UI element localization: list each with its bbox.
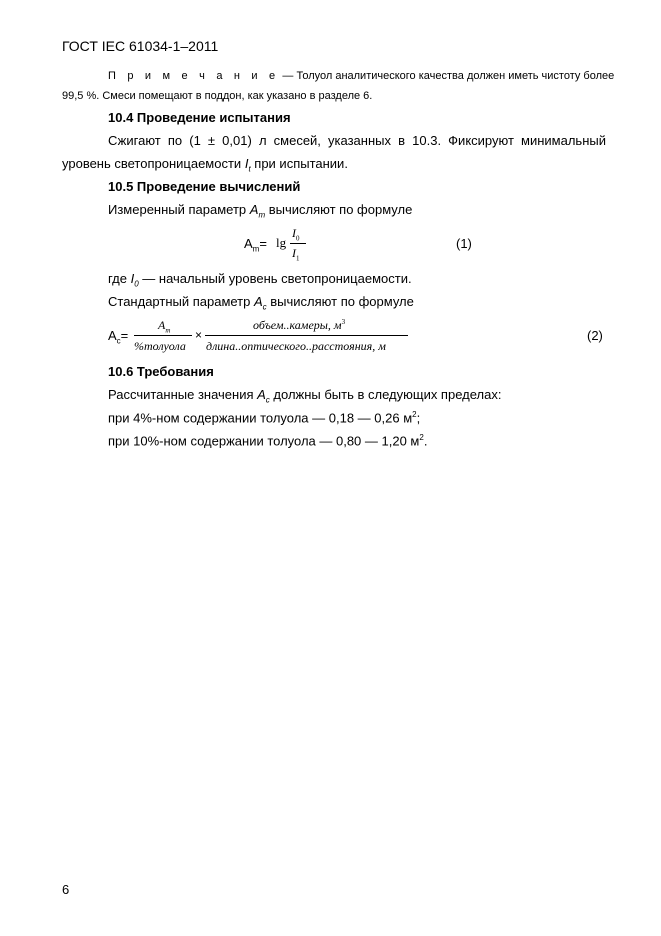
- para-standard-param: Стандартный параметр $A_c$ вычисляют по формуле: [108, 294, 414, 312]
- formula-2-frac2-bar: [205, 335, 408, 336]
- formula-2-times: ×: [195, 328, 203, 342]
- document-header: ГОСТ IEC 61034-1–2011: [62, 38, 219, 54]
- para-10-6-line-2: при 4%-ном содержании толуола — 0,18 — 0,26 $м^2$;: [108, 410, 421, 426]
- para-10-6-line-3: при 10%-ном содержании толуола — 0,80 — 1,20 $м^2$.: [108, 433, 428, 449]
- heading-10-4: 10.4 Проведение испытания: [108, 110, 291, 125]
- formula-2-frac2-denominator: длина..оптического..расстояния, м: [206, 339, 386, 353]
- formula-2-number: (2): [587, 328, 603, 343]
- note-line-1: [108, 70, 614, 82]
- formula-2-frac1-numerator: $A_m$: [158, 318, 171, 335]
- symbol-It: I: [244, 156, 249, 171]
- para-10-4-line-2: уровень светопроницаемости $I_t$ при испытании.: [62, 156, 348, 174]
- formula-1-numerator: $I_0$: [292, 226, 300, 243]
- formula-2-frac2-numerator: объем..камеры, $м^3$: [253, 318, 346, 332]
- para-10-6-line-1: Рассчитанные значения $A_c$ должны быть в следующих пределах:: [108, 387, 502, 405]
- formula-1-lg: lg: [276, 235, 287, 250]
- formula-2-frac1-denominator: %толуола: [134, 339, 186, 353]
- formula-1-denominator: $I_1$: [292, 246, 300, 263]
- para-10-5-intro: Измеренный параметр $A_m$ вычисляют по формуле: [108, 202, 413, 220]
- formula-2-frac1-bar: [134, 335, 192, 336]
- para-10-4-line-1: Сжигают по (1 ± 0,01) л смесей, указанных в 10.3. Фиксируют минимальный: [108, 133, 606, 148]
- page-number: 6: [62, 882, 70, 897]
- formula-1-lhs: $A_m=$: [244, 236, 267, 254]
- heading-10-5: 10.5 Проведение вычислений: [108, 179, 301, 194]
- formula-1-fraction-bar: [290, 243, 306, 244]
- note-label: П р и м е ч а н и е: [108, 70, 280, 82]
- para-where-I0: где $I_0$ — начальный уровень светопроницаемости.: [108, 271, 412, 289]
- formula-2-lhs: $A_c=$: [108, 328, 129, 346]
- note-text-1: — Толуол аналитического качества должен иметь чистоту более: [279, 70, 615, 82]
- formula-1-number: (1): [456, 236, 472, 251]
- heading-10-6: 10.6 Требования: [108, 364, 214, 379]
- note-line-2: 99,5 %. Смеси помещают в поддон, как указано в разделе 6.: [62, 90, 373, 102]
